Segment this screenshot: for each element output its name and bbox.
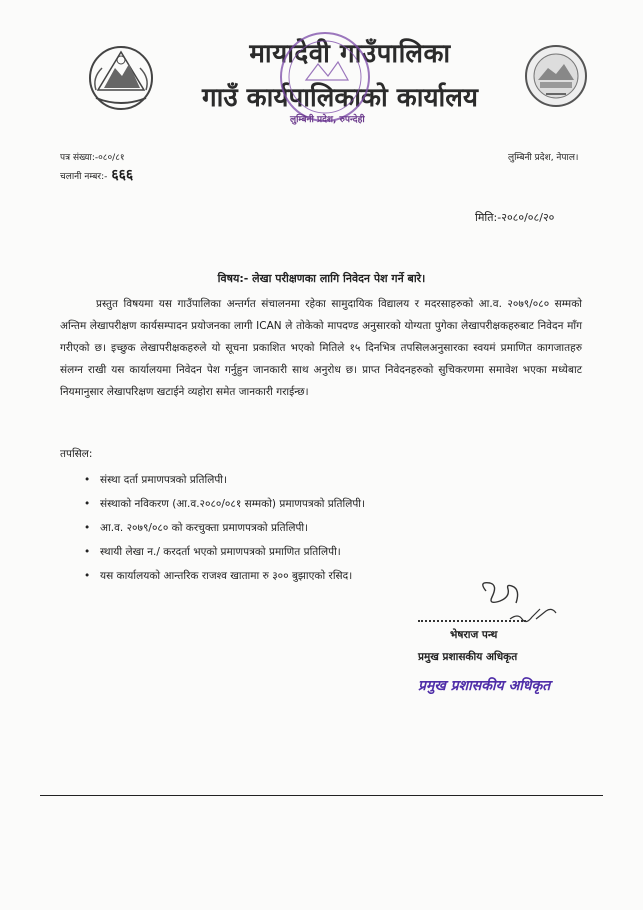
office-seal-icon <box>278 30 373 125</box>
signature-line <box>418 620 526 622</box>
signer-title: प्रमुख प्रशासकीय अधिकृत <box>418 651 518 663</box>
letter-number: पत्र संख्या:-०८०/८१ <box>60 153 125 163</box>
tapsil-label: तपसिल: <box>60 448 93 460</box>
signer-name: भेषराज पन्थ <box>450 629 498 641</box>
list-item: • यस कार्यालयको आन्तरिक राजश्व खातामा रु ३०० बुझाएको रसिद। <box>84 564 365 588</box>
municipality-logo-icon <box>522 42 590 110</box>
title-line-2: गाउँ कार्यपालिकाको कार्यालय <box>202 83 478 113</box>
list-item: • आ.व. २०७९/०८० को करचुक्ता प्रमाणपत्रको प्रतिलिपी। <box>84 516 365 540</box>
list-item: • संस्थाको नविकरण (आ.व.२०८०/०८१ सम्मको) प्रमाणपत्रको प्रतिलिपी। <box>84 492 365 516</box>
list-item: • संस्था दर्ता प्रमाणपत्रको प्रतिलिपी। <box>84 468 365 492</box>
letter-subject: विषय:- लेखा परीक्षणका लागि निवेदन पेश गर्ने बारे। <box>217 272 426 285</box>
letter-body <box>60 293 582 403</box>
letter-date: मिति:-२०८०/०८/२० <box>475 211 555 224</box>
dispatch-number-value: ६६६ <box>111 167 134 183</box>
body-paragraph: प्रस्तुत विषयमा यस गाउँपालिका अन्तर्गत संचालनमा रहेका सामुदायिक विद्यालय र मदरसाहरुको आ.व. २०७९/०८० सम्मको अन्तिम लेखापरीक्षण कार्यसम्पादन प्रयोजनका लागी ICAN ले तोकेको मापदण्ड अनुसारको योग्यता पुगेका लेखापरीक्षकहरुबाट निवेदन माँग गरीएको छ। इच्छुक लेखापरीक्षकहरुले यो सूचना प्रकाशित भएको मितिले १५ दिनभित्र तपसिलअनुसारका स्वयमं प्रमाणित कागजातहरु संलग्न राखी यस कार्यालयमा निवेदन पेश गर्नुहुन जानकारी साथ अनुरोध छ। प्राप्त निवेदनहरुको सुचिकरणमा समावेश भएका मध्येबाट नियमानुसार लेखापरिक्षण खटाईने व्यहोरा समेत जानकारी गराईन्छ। <box>60 298 582 398</box>
list-item: • स्थायी लेखा न./ करदर्ता भएको प्रमाणपत्रको प्रमाणित प्रतिलिपी। <box>84 540 365 564</box>
office-address: लुम्बिनी प्रदेश, नेपाल। <box>508 153 579 163</box>
title-line-1: मायादेवी गाउँपालिका <box>249 39 451 69</box>
requirements-list <box>84 468 365 588</box>
stamp-title: प्रमुख प्रशासकीय अधिकृत <box>418 678 551 694</box>
seal-caption: लुम्बिनी प्रदेश, रुपन्देही <box>290 115 365 125</box>
dispatch-number-row <box>60 165 133 184</box>
dispatch-number-label: चलानी नम्बर:- <box>60 172 108 182</box>
footer-divider <box>40 795 603 796</box>
nepal-emblem-icon <box>82 38 160 116</box>
